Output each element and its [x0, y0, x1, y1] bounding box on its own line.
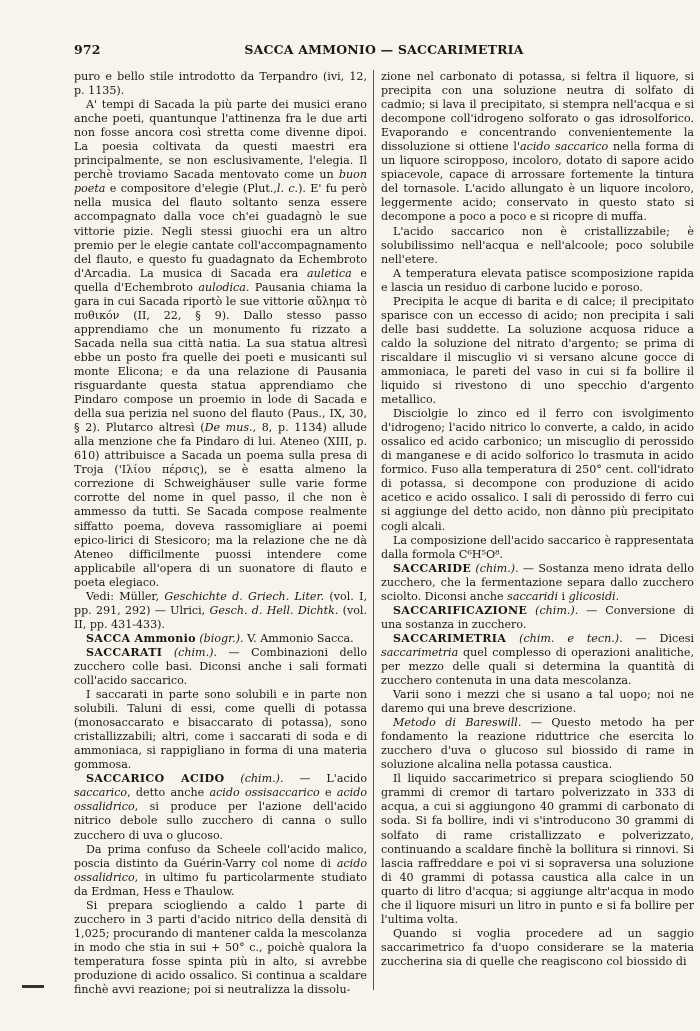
- paragraph: A' tempi di Sacada la più parte dei musici erano anche poeti, quantunque l'attinenza fra le due arti non fosse ancora così stretta come divenne dipoi. La poesia coltivata da questi maestri era principalmente, se non esclusivamente, l'elegia. Il perchè troviamo Sacada mentovato come un buon poeta e compositore d'elegie (Plut.,l. c.). E' fu però nella musica del flauto soltanto senza essere accompagnato dalla voce ch'ei guadagnò le sue vittorie pizie. Negli stessi giuochi era un altro premio per le elegie cantate coll'accompagnamento del flauto, e questo fu guadagnato da Echembroto d'Arcadia. La musica di Sacada era auletica e quella d'Echembroto aulodica. Pausania chiama la gara in cui Sacada riportò le sue vittorie αὔλημα τὸ πυθικόν (II, 22, § 9). Dallo stesso passo apprendiamo che un monumento fu rizzato a Sacada nella sua città natia. La sua statua altresì ebbe un posto fra quelle dei poeti e musicanti sul monte Elicona; e da una relazione di Pausania risguardante questa statua apprendiamo che Pindaro compose un proemio in lode di Sacada e della sua perizia nel suono del flauto (Paus., IX, 30, § 2). Plutarco altresì (De mus., 8, p. 1134) allude alla menzione che fa Pindaro di lui. Ateneo (XIII, p. 610) attribuisce a Sacada un poema sulla presa di Troja ('Ιλίου πέρσις), se è esatta almeno la correzione di Schweighäuser sulle varie forme corrotte del nome in quel passo, il che non è ammesso da tutti. Se Sacada compose realmente siffatto poema, doveva rassomigliare ai poemi epico-lirici di Stesicoro; ma la relazione che ne dà Ateneo difficilmente puossi intendere come applicabile all'opera di un suonatore di flauto e poeta elegiaco.: [74, 98, 367, 589]
- entry-saccaride: SACCARIDE (chim.). — Sostanza meno idrata dello zucchero, che la fermentazione separa dallo zucchero sciolto. Diconsi anche saccaridi i glicosidi.: [381, 561, 694, 603]
- page-number: 972: [74, 42, 101, 57]
- paragraph: Si prepara sciogliendo a caldo 1 parte di zucchero in 3 parti d'acido nitrico della densità di 1,025; procurando di mantener calda la mescolanza in modo che stia in sui + 50° c., poichè qualora la temperatura fosse spinta più in alto, si avrebbe produzione di acido ossalico. Si continua a scaldare finchè avvi reazione; poi si neutralizza la dissolu-: [74, 898, 367, 995]
- entry-saccarificazione: SACCARIFICAZIONE (chim.). — Conversione di una sostanza in zucchero.: [381, 603, 694, 631]
- page-header: [74, 40, 694, 62]
- paragraph: Quando si voglia procedere ad un saggio saccarimetrico fa d'uopo considerare se la materia zuccherina sia di quelle che reagiscono col biossido di: [381, 926, 694, 968]
- paragraph: I saccarati in parte sono solubili e in parte non solubili. Taluni di essi, come quelli di potassa (monosaccarato e bisaccarato di potassa), sono cristallizzabili; altri, come i saccarati di soda e di ammoniaca, si rappigliano in forma di una materia gommosa.: [74, 688, 367, 772]
- entry-saccarimetria: SACCARIMETRIA (chim. e tecn.). — Dicesi saccarimetria quel complesso di operazioni analitiche, per mezzo delle quali si determina la quantità di zucchero contenuta in una data mescolanza.: [381, 631, 694, 688]
- references: Vedi: Müller, Geschichte d. Griech. Liter. (vol. I, pp. 291, 292) — Ulrici, Gesch. d. Hell. Dichtk. (vol. II, pp. 431-433).: [74, 589, 367, 631]
- paragraph: Disciolgie lo zinco ed il ferro con isvolgimento d'idrogeno; l'acido nitrico lo converte, a caldo, in acido ossalico ed acido carbonico; un miscuglio di perossido di manganese e di acido solforico lo trasmuta in acido formico. Fuso alla temperatura di 250° cent. coll'idrato di potassa, si decompone con produzione di acido acetico e acido ossalico. I sali di perossido di ferro cui si aggiunge del detto acido, non dànno più precipitato cogli alcali.: [381, 407, 694, 533]
- right-column: [381, 70, 694, 995]
- paragraph: A temperatura elevata patisce scomposizione rapida e lascia un residuo di carbone lucido e poroso.: [381, 266, 694, 294]
- paragraph: La composizione dell'acido saccarico è rappresentata dalla formola C⁶H⁵O⁸.: [381, 533, 694, 561]
- paragraph: Metodo di Bareswill. — Questo metodo ha per fondamento la reazione riduttrice che esercita lo zucchero d'uva o glucoso sul biossido di rame in soluzione alcalina nella potassa caustica.: [381, 716, 694, 772]
- running-title: SACCA AMMONIO — SACCARIMETRIA: [244, 42, 524, 57]
- entry-saccarico-acido: SACCARICO ACIDO (chim.). — L'acido saccarico, detto anche acido ossisaccarico e acido ossalidrico, si produce per l'azione dell'acido nitrico debole sullo zucchero di canna o sullo zucchero di uva o glucoso.: [74, 772, 367, 842]
- paragraph: zione nel carbonato di potassa, si feltra il liquore, si precipita con una soluzione neutra di solfato di cadmio; si lava il precipitato, si stempra nell'acqua e si decompone coll'idrogeno solforato o gas idrosolforico. Evaporando e concentrando convenientemente la dissoluzione si ottiene l'acido saccarico nella forma di un liquore sciropposo, incoloro, dotato di sapore acido spiacevole, capace di arrossare fortemente la tintura del tornasole. L'acido allungato è un liquore incoloro, leggermente acido; conservato in questo stato si decompone a poco a poco e si ricopre di muffa.: [381, 70, 694, 224]
- paragraph: L'acido saccarico non è cristallizzabile; è solubilissimo nell'acqua e nell'alcoole; poco solubile nell'etere.: [381, 224, 694, 266]
- margin-mark: [22, 985, 44, 988]
- column-divider: [373, 70, 374, 990]
- entry-sacca: SACCA Ammonio (biogr.). V. Ammonio Sacca.: [86, 631, 354, 645]
- paragraph: Da prima confuso da Scheele coll'acido malico, poscia distinto da Guérin-Varry col nome di acido ossalidrico, in ultimo fu particolarmente studiato da Erdman, Hess e Thaulow.: [74, 842, 367, 898]
- paragraph: Precipita le acque di barita e di calce; il precipitato sparisce con un eccesso di acido; non precipita i sali delle basi suddette. La soluzione acquosa riduce a caldo la soluzione del nitrato d'argento; se prima di riscaldare il miscuglio vi si versano alcune gocce di ammoniaca, le pareti del vaso in cui si fa bollire il liquido si rivestono di uno specchio d'argento metallico.: [381, 294, 694, 407]
- paragraph: Varii sono i mezzi che si usano a tal uopo; noi ne daremo qui una breve descrizione.: [381, 688, 694, 716]
- entry-saccarati: SACCARATI (chim.). — Combinazioni dello zucchero colle basi. Diconsi anche i sali formati coll'acido saccarico.: [74, 645, 367, 688]
- left-column: [74, 70, 367, 995]
- paragraph: puro e bello stile introdotto da Terpandro (ivi, 12, p. 1135).: [74, 70, 367, 98]
- paragraph: Il liquido saccarimetrico si prepara sciogliendo 50 grammi di cremor di tartaro polverizzato in 333 di acqua, a cui si aggiungono 40 grammi di carbonato di soda. Si fa bollire, indi vi s'introducono 30 grammi di solfato di rame cristallizzato e polverizzato, continuando a scaldare finchè la bollitura si rinnovi. Si lascia raffreddare e poi vi si sopraversa una soluzione di 40 grammi di potassa caustica alla calce in un quarto di litro d'acqua; si aggiunge altr'acqua in modo che il liquore misuri un litro in punto e si fa bollire per l'ultima volta.: [381, 772, 694, 926]
